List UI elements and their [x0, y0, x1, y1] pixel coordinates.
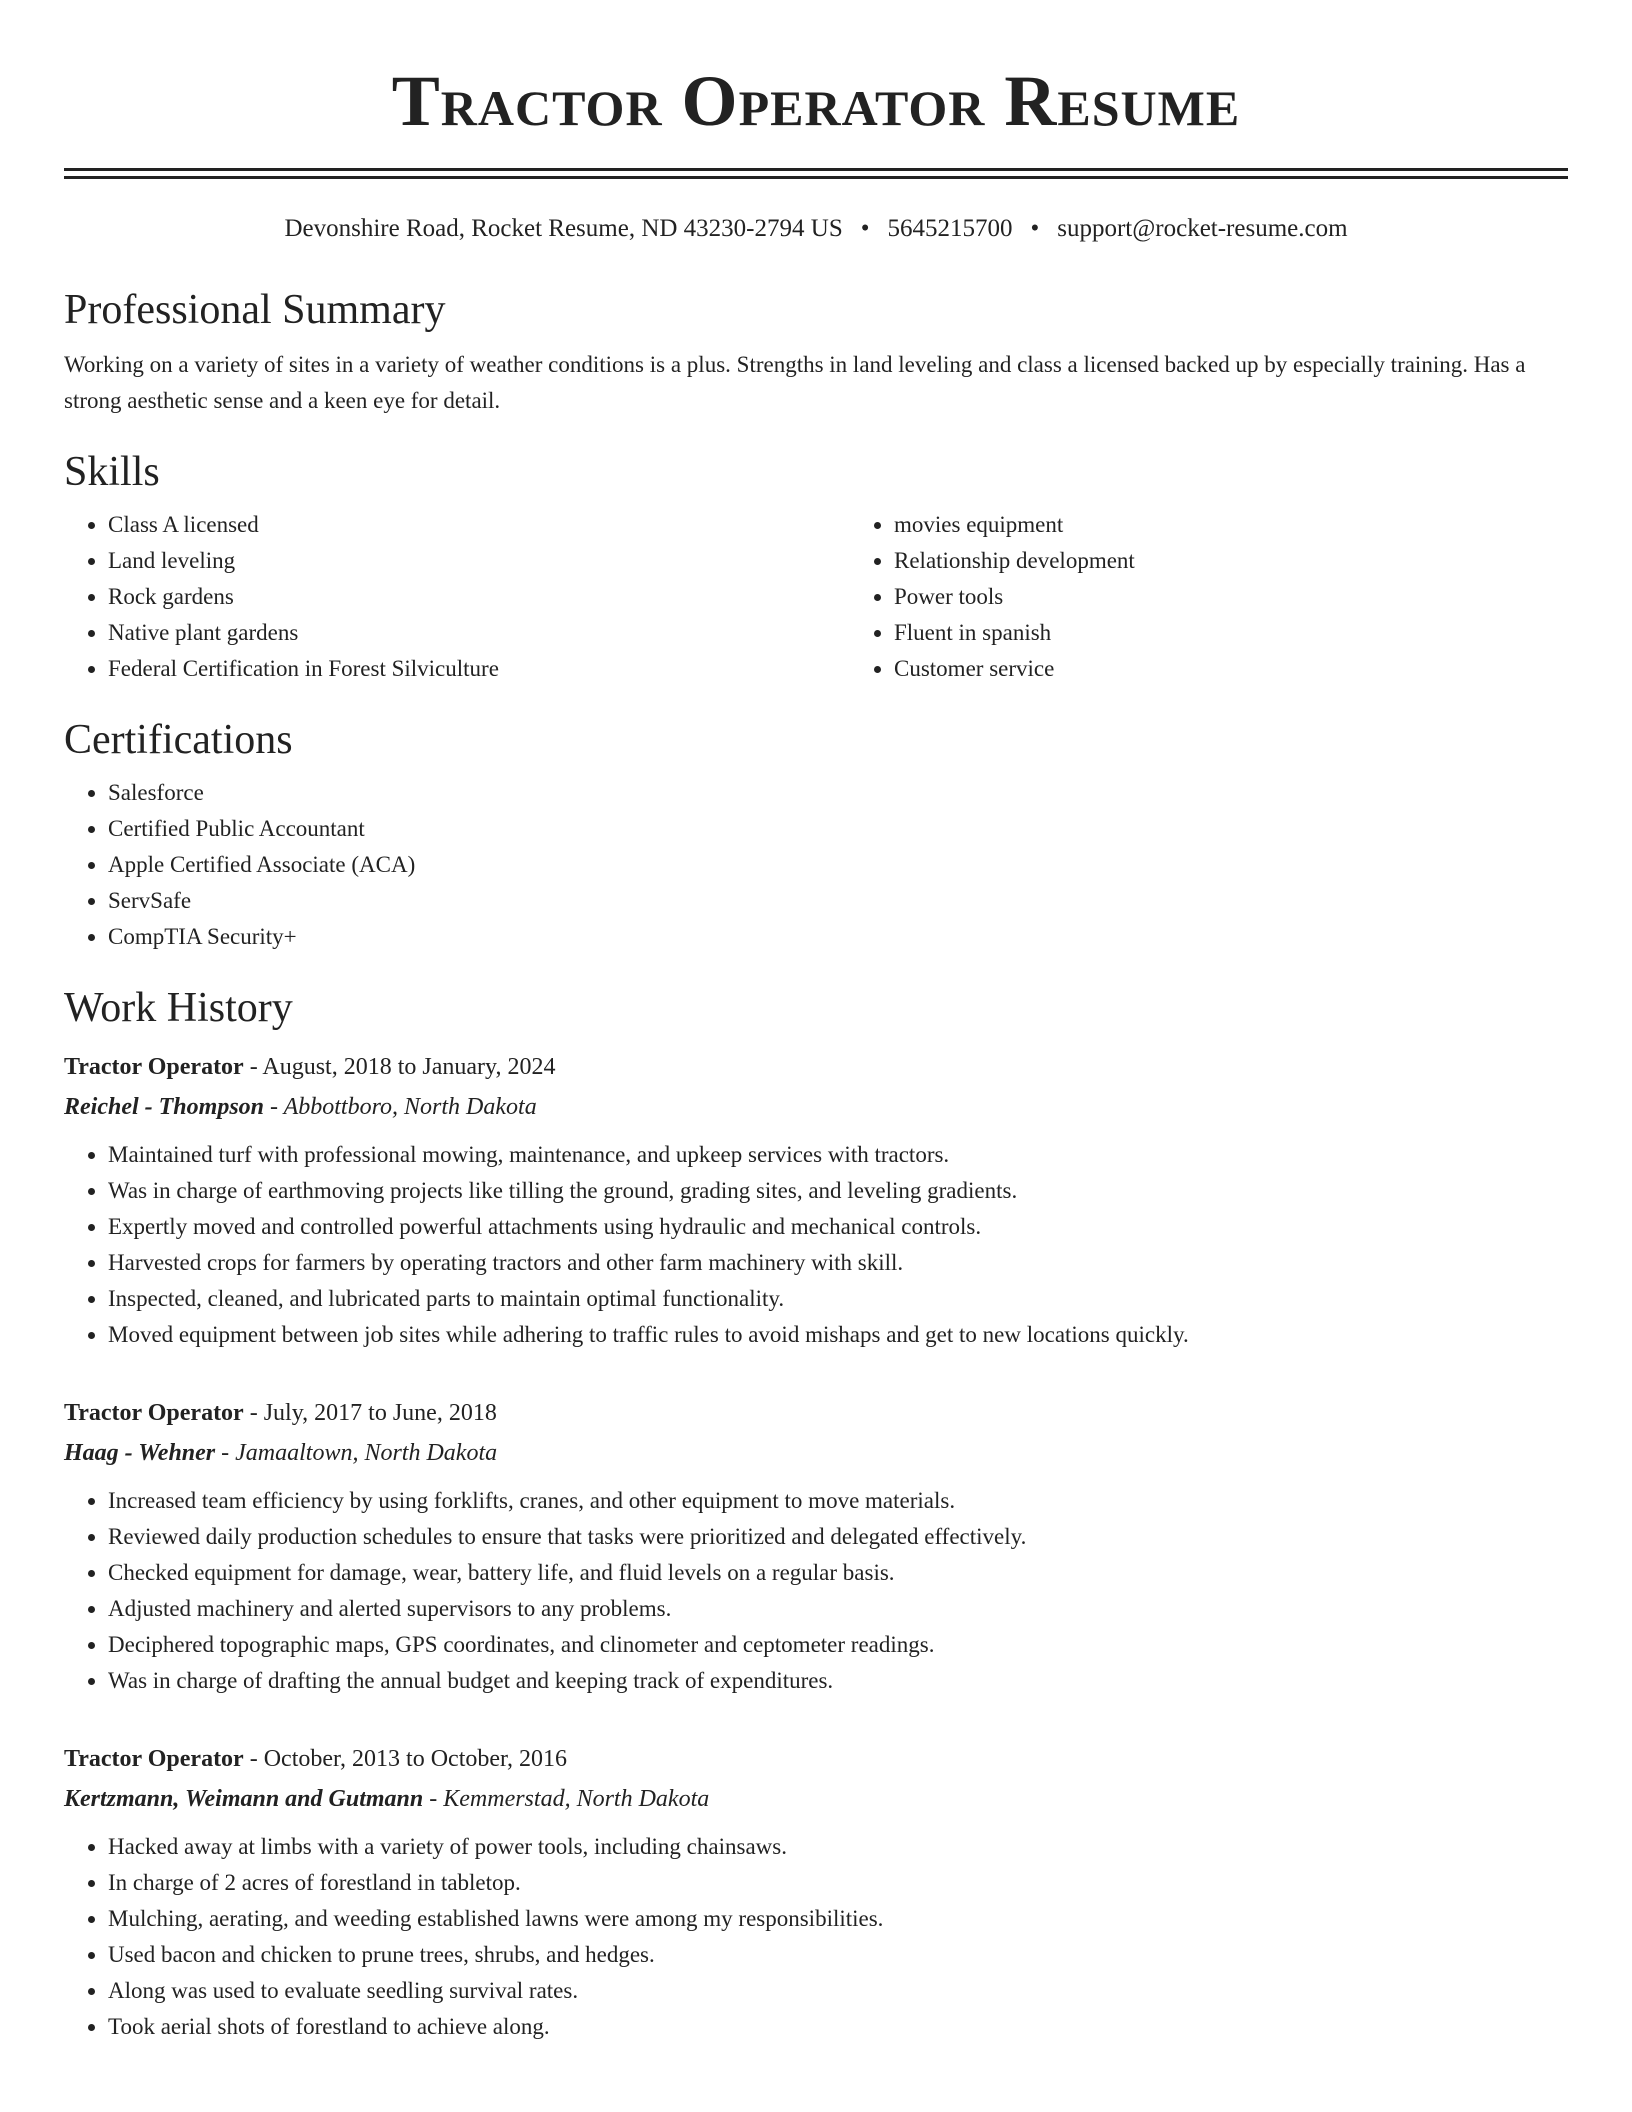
skill-item: • Fluent in spanish	[894, 615, 1135, 651]
job-company-line	[64, 1087, 1568, 1127]
job-company: Reichel - Thompson	[64, 1094, 265, 1120]
job-duty: • Deciphered topographic maps, GPS coordinates, and clinometer and ceptometer readings.	[108, 1627, 1568, 1663]
contact-address: Devonshire Road, Rocket Resume, ND 43230-2794 US	[284, 215, 843, 242]
job-duty: • Adjusted machinery and alerted supervisors to any problems.	[108, 1591, 1568, 1627]
skill-item: • Relationship development	[894, 543, 1135, 579]
title-divider	[64, 168, 1568, 179]
job-duty: • Moved equipment between job sites while adhering to traffic rules to avoid mishaps and get to new locations quickly.	[108, 1317, 1568, 1353]
certification-item: • ServSafe	[108, 883, 1568, 919]
contact-phone: 5645215700	[887, 215, 1013, 242]
skills-section	[64, 447, 1568, 687]
job-title: Tractor Operator	[64, 1400, 244, 1426]
job-title-line	[64, 1739, 1568, 1779]
work-history-section	[64, 983, 1568, 2045]
job-entry	[64, 1739, 1568, 2045]
job-entry	[64, 1393, 1568, 1699]
job-dates: - October, 2013 to October, 2016	[243, 1746, 568, 1772]
summary-text: Working on a variety of sites in a variety of weather conditions is a plus. Strengths in land leveling and class a licensed backed up by especially training. Has a strong aesthetic sense and a keen eye for detail.	[64, 352, 1526, 413]
skill-item: • Power tools	[894, 579, 1135, 615]
work-history-heading: Work History	[64, 985, 293, 1031]
skills-columns	[64, 507, 1568, 687]
summary-heading: Professional Summary	[64, 287, 446, 333]
job-duty: • Harvested crops for farmers by operating tractors and other farm machinery with skill.	[108, 1245, 1568, 1281]
job-duty: • Took aerial shots of forestland to achieve along.	[108, 2009, 1568, 2045]
skill-item: • movies equipment	[894, 507, 1135, 543]
skills-list-left	[64, 507, 850, 687]
contact-separator: •	[860, 215, 870, 242]
job-location: - Abbottboro, North Dakota	[264, 1094, 537, 1120]
job-company-line	[64, 1779, 1568, 1819]
certification-item: • Apple Certified Associate (ACA)	[108, 847, 1568, 883]
job-duty: • Hacked away at limbs with a variety of power tools, including chainsaws.	[108, 1829, 1568, 1865]
skill-item: • Native plant gardens	[108, 615, 850, 651]
job-duty: • Along was used to evaluate seedling survival rates.	[108, 1973, 1568, 2009]
job-duties-list	[64, 1137, 1568, 1353]
job-entry	[64, 1047, 1568, 1353]
job-dates: - August, 2018 to January, 2024	[243, 1054, 556, 1080]
job-duty: • Expertly moved and controlled powerful attachments using hydraulic and mechanical controls.	[108, 1209, 1568, 1245]
job-duty: • Used bacon and chicken to prune trees, shrubs, and hedges.	[108, 1937, 1568, 1973]
job-location: - Jamaaltown, North Dakota	[215, 1440, 498, 1466]
certification-item: • Salesforce	[108, 775, 1568, 811]
job-title-line	[64, 1393, 1568, 1433]
job-duty: • Increased team efficiency by using forklifts, cranes, and other equipment to move materials.	[108, 1483, 1568, 1519]
skills-heading: Skills	[64, 449, 160, 495]
job-duty: • Inspected, cleaned, and lubricated parts to maintain optimal functionality.	[108, 1281, 1568, 1317]
job-duty: • Mulching, aerating, and weeding established lawns were among my responsibilities.	[108, 1901, 1568, 1937]
job-company: Haag - Wehner	[64, 1440, 216, 1466]
job-duties-list	[64, 1829, 1568, 2045]
skill-item: • Customer service	[894, 651, 1135, 687]
certifications-list	[64, 775, 1568, 955]
skill-item: • Rock gardens	[108, 579, 850, 615]
job-duty: • Checked equipment for damage, wear, battery life, and fluid levels on a regular basis.	[108, 1555, 1568, 1591]
skill-item: • Federal Certification in Forest Silviculture	[108, 651, 850, 687]
resume-title: Tractor Operator Resume	[391, 61, 1241, 141]
job-duty: • In charge of 2 acres of forestland in tabletop.	[108, 1865, 1568, 1901]
skill-item: • Land leveling	[108, 543, 850, 579]
certification-item: • Certified Public Accountant	[108, 811, 1568, 847]
job-company-line	[64, 1433, 1568, 1473]
certifications-section	[64, 715, 1568, 955]
job-duties-list	[64, 1483, 1568, 1699]
job-duty: • Reviewed daily production schedules to ensure that tasks were prioritized and delegated effectively.	[108, 1519, 1568, 1555]
contact-email: support@rocket-resume.com	[1057, 215, 1348, 242]
certification-item: • CompTIA Security+	[108, 919, 1568, 955]
job-title: Tractor Operator	[64, 1746, 244, 1772]
job-duty: • Maintained turf with professional mowing, maintenance, and upkeep services with tractors.	[108, 1137, 1568, 1173]
contact-separator: •	[1030, 215, 1040, 242]
certifications-heading: Certifications	[64, 717, 293, 763]
skills-list-right	[850, 507, 1135, 687]
job-duty: • Was in charge of drafting the annual budget and keeping track of expenditures.	[108, 1663, 1568, 1699]
job-dates: - July, 2017 to June, 2018	[243, 1400, 497, 1426]
job-company: Kertzmann, Weimann and Gutmann	[64, 1786, 424, 1812]
job-location: - Kemmerstad, North Dakota	[423, 1786, 710, 1812]
job-title-line	[64, 1047, 1568, 1087]
job-title: Tractor Operator	[64, 1054, 244, 1080]
job-duty: • Was in charge of earthmoving projects like tilling the ground, grading sites, and leveling gradients.	[108, 1173, 1568, 1209]
contact-line	[64, 213, 1568, 245]
skill-item: • Class A licensed	[108, 507, 850, 543]
summary-section	[64, 285, 1568, 419]
